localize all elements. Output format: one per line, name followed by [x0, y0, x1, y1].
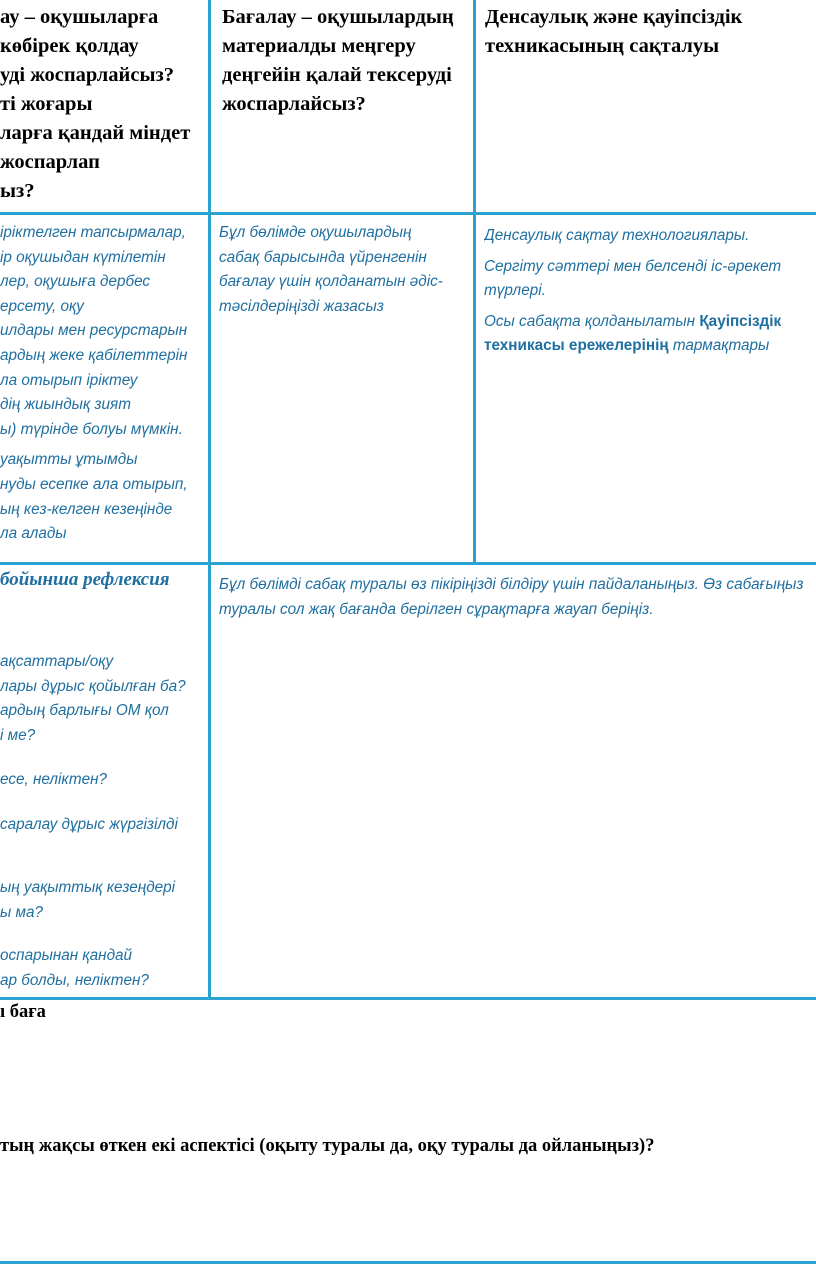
reflection-cell	[0, 567, 205, 593]
health-safety-notes: Денсаулық сақтау технологиялары. Сергіту сәттері мен белсенді іс-әрекет түрлері. Осы сабақта қолданылатын Қауіпсіздік техникасы ережелерінің тармақтары	[484, 227, 782, 355]
reflection-question-why: есе, неліктен?	[0, 771, 108, 788]
table-border-row2-bottom	[0, 997, 816, 1000]
two-aspects-question: тың жақсы өткен екі аспектісі (оқыту туралы да, оқу туралы да ойланыңыз)?	[0, 1136, 655, 1156]
header-health-safety: Денсаулық және қауіпсіздік техникасының сақталуы	[485, 6, 743, 57]
page-bottom-line	[0, 1261, 816, 1264]
header-assessment: Бағалау – оқушылардың материалды меңгеру деңгейін қалай тексеруді жоспарлайсыз?	[222, 6, 454, 115]
reflection-question-timing: ың уақыттық кезеңдері ы ма?	[0, 879, 176, 921]
table-border-col1-right	[208, 0, 211, 1000]
header-differentiation: ау – оқушыларға көбірек қолдау уді жоспарлайсыз? ті жоғары ларға қандай міндет жоспарлап ыз?	[0, 6, 191, 202]
reflection-instructions: Бұл бөлімді сабақ туралы өз пікіріңізді білдіру үшін пайдаланыңыз. Өз сабағыңыз туралы сол жақ бағанда берілген сұрақтарға жауап беріңіз.	[219, 576, 804, 618]
summary-evaluation-heading: ı баға	[0, 1002, 46, 1022]
reflection-title: бойынша рефлексия	[0, 569, 170, 590]
differentiation-notes: іріктелген тапсырмалар, ір оқушыдан күтілетін лер, оқушыға дербес ерсету, оқу илдары мен ресурстарын ардың жеке қабілеттерін ла отырып іріктеу дің жиындық зият ы) түрінде болуы мүмкін. уақытты ұтымды нуды есепке ала отырып, ың кез-келген кезеңінде ла алады	[0, 224, 188, 543]
reflection-questions: ақсаттары/оқу лары дұрыс қойылған ба? ардың барлығы ОМ қол і ме?	[0, 653, 186, 744]
assessment-notes: Бұл бөлімде оқушылардың сабақ барысында үйренгенін бағалау үшін қолданатын әдіс- тәсілдеріңізді жазасыз	[219, 224, 443, 315]
reflection-question-differentiation: саралау дұрыс жүргізілді	[0, 816, 178, 833]
table-border-col2-right	[473, 0, 476, 563]
table-border-header-bottom	[0, 212, 816, 215]
reflection-question-plan: оспарынан қандай ар болды, неліктен?	[0, 947, 149, 989]
table-border-row1-bottom	[0, 562, 816, 565]
